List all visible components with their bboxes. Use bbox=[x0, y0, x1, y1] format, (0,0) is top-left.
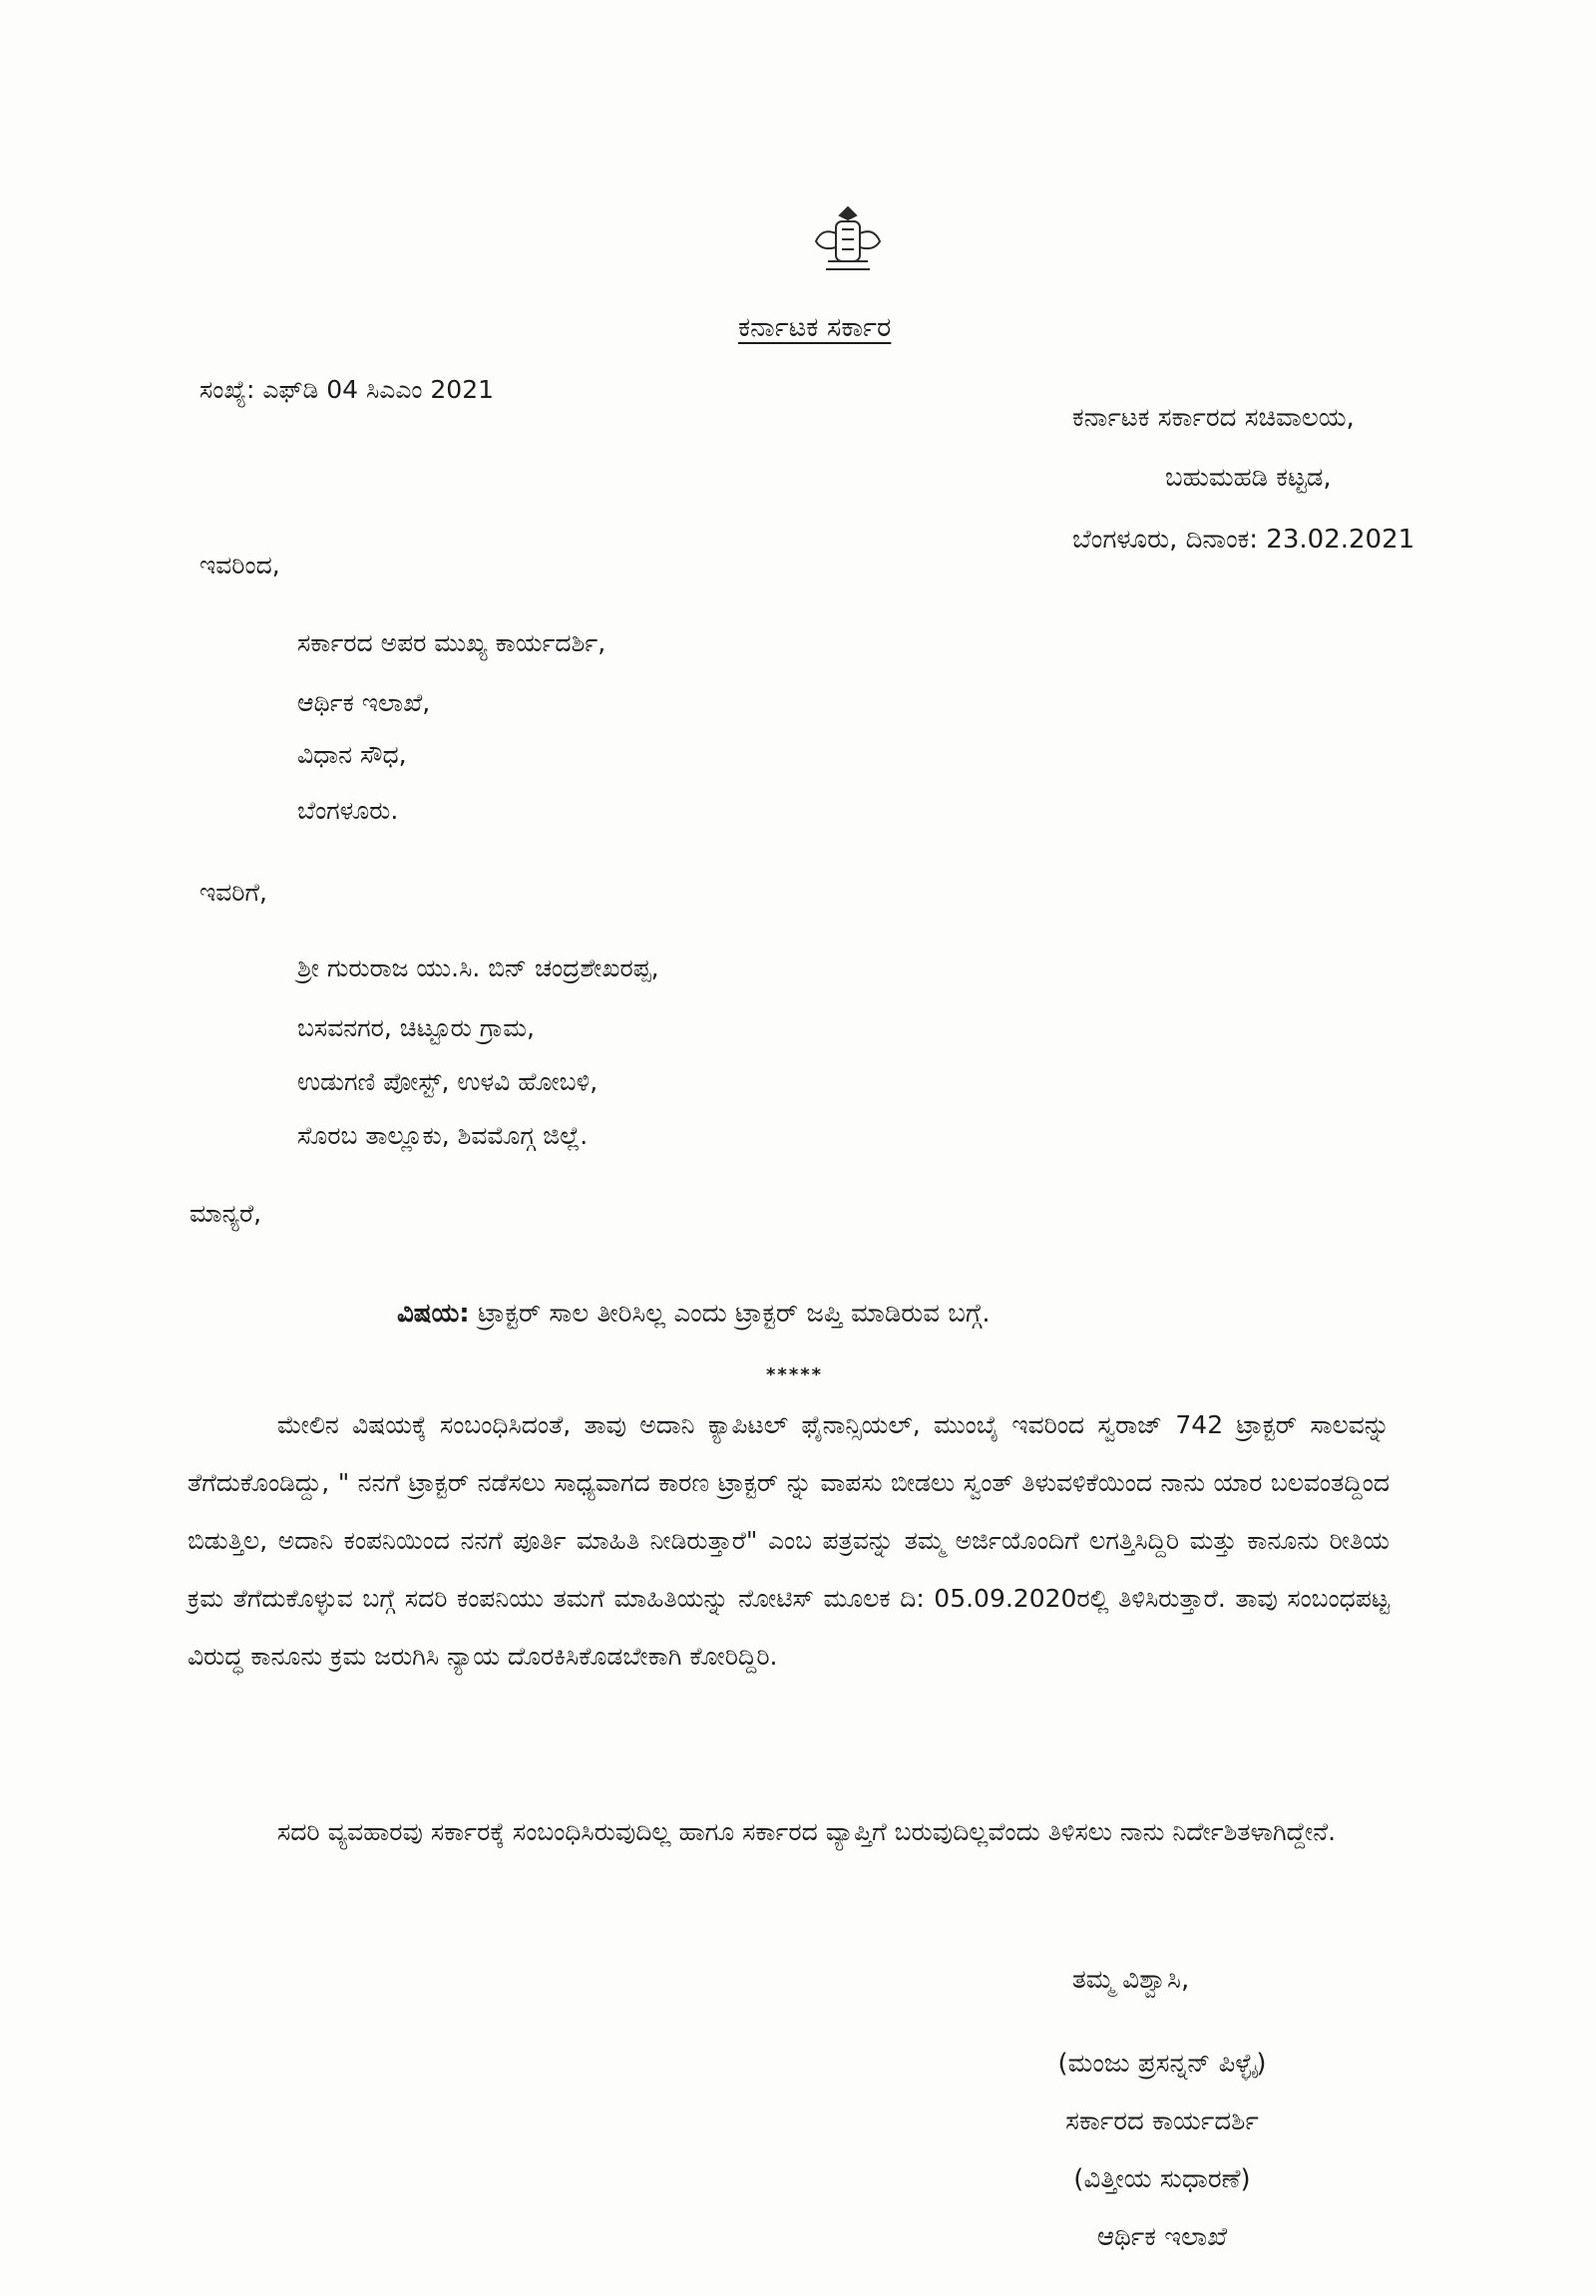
salutation: ಮಾನ್ಯರೆ, bbox=[190, 1199, 262, 1228]
body-paragraph-2: ಸದರಿ ವ್ಯವಹಾರವು ಸರ್ಕಾರಕ್ಕೆ ಸಂಬಂಧಿಸಿರುವುದಿಲ್ಲ ಹಾಗೂ ಸರ್ಕಾರದ ವ್ಯಾಪ್ತಿಗೆ ಬರುವುದಿಲ್ಲವೆಂದು ತಿಳಿಸಲು ನಾನು ನಿರ್ದೇಶಿತಳಾಗಿದ್ದೇನೆ. bbox=[277, 1817, 1337, 1846]
signatory-designation: ಸರ್ಕಾರದ ಕಾರ್ಯದರ್ಶಿ bbox=[1065, 2106, 1259, 2136]
from-line: ಸರ್ಕಾರದ ಅಪರ ಮುಖ್ಯ ಕಾರ್ಯದರ್ಶಿ, bbox=[297, 628, 606, 657]
state-emblem-icon bbox=[798, 203, 898, 283]
from-line: ಆರ್ಥಿಕ ಇಲಾಖೆ, bbox=[297, 688, 431, 717]
subject-label: ವಿಷಯ: bbox=[397, 1299, 470, 1329]
to-line: ಬಸವನಗರ, ಚಿಟ್ಟೂರು ಗ್ರಾಮ, bbox=[297, 1013, 535, 1042]
office-address-date: ಬೆಂಗಳೂರು, ದಿನಾಂಕ: 23.02.2021 bbox=[1072, 525, 1415, 555]
office-address-line2: ಬಹುಮಹಡಿ ಕಟ್ಟಡ, bbox=[1165, 463, 1332, 493]
signatory-name: (ಮಂಜು ಪ್ರಸನ್ನನ್ ಪಿಳ್ಳೈ) bbox=[1057, 2049, 1267, 2079]
to-line: ಶ್ರೀ ಗುರುರಾಜ ಯು.ಸಿ. ಬಿನ್ ಚಂದ್ರಶೇಖರಪ್ಪ, bbox=[297, 954, 659, 982]
signatory-department: ಆರ್ಥಿಕ ಇಲಾಖೆ bbox=[1096, 2222, 1228, 2252]
closing: ತಮ್ಮ ವಿಶ್ವಾಸಿ, bbox=[1072, 1965, 1190, 1995]
from-label: ಇವರಿಂದ, bbox=[200, 551, 280, 579]
to-label: ಇವರಿಗೆ, bbox=[200, 878, 267, 907]
to-line: ಸೊರಬ ತಾಲ್ಲೂಕು, ಶಿವಮೊಗ್ಗ ಜಿಲ್ಲೆ. bbox=[297, 1121, 589, 1150]
reference-number: ಸಂಖ್ಯೆ: ಎಫ್‌ಡಿ 04 ಸಿಎಎಂ 2021 bbox=[200, 375, 495, 404]
office-address-line1: ಕರ್ನಾಟಕ ಸರ್ಕಾರದ ಸಚಿವಾಲಯ, bbox=[1072, 403, 1355, 433]
subject-text: ಟ್ರಾಕ್ಟರ್ ಸಾಲ ತೀರಿಸಿಲ್ಲ ಎಂದು ಟ್ರಾಕ್ಟರ್ ಜಪ್ತಿ ಮಾಡಿರುವ ಬಗ್ಗೆ. bbox=[477, 1299, 991, 1329]
from-line: ವಿಧಾನ ಸೌಧ, bbox=[297, 740, 407, 769]
from-line: ಬೆಂಗಳೂರು. bbox=[297, 796, 399, 825]
signatory-division: (ವಿತ್ತೀಯ ಸುಧಾರಣೆ) bbox=[1073, 2164, 1251, 2194]
subject-line bbox=[397, 1297, 991, 1331]
separator: ***** bbox=[766, 1364, 824, 1385]
government-title: ಕರ್ನಾಟಕ ಸರ್ಕಾರ bbox=[738, 312, 892, 343]
body-paragraph-1: ಮೇಲಿನ ವಿಷಯಕ್ಕೆ ಸಂಬಂಧಿಸಿದಂತೆ, ತಾವು ಅದಾನಿ ಕ್ಯಾಪಿಟಲ್ ಫೈನಾನ್ಸಿಯಲ್, ಮುಂಬೈ ಇವರಿಂದ ಸ್ವರಾಜ್ 742 ಟ್ರಾಕ್ಟರ್ ಸಾಲವನ್ನು ತೆಗೆದುಕೊಂಡಿದ್ದು, " ನನಗೆ ಟ್ರಾಕ್ಟರ್ ನಡೆಸಲು ಸಾಧ್ಯವಾಗದ ಕಾರಣ ಟ್ರಾಕ್ಟರ್ ನ್ನು ವಾಪಸು ಬೀಡಲು ಸ್ವಂತ್ ತಿಳುವಳಿಕೆಯಿಂದ ನಾನು ಯಾರ ಬಲವಂತದ್ದಿಂದ ಬಿಡುತ್ತಿಲ, ಅದಾನಿ ಕಂಪನಿಯಿಂದ ನನಗೆ ಪೂರ್ತಿ ಮಾಹಿತಿ ನೀಡಿರುತ್ತಾರೆ" ಎಂಬ ಪತ್ರವನ್ನು ತಮ್ಮ ಅರ್ಜಿಯೊಂದಿಗೆ ಲಗತ್ತಿಸಿದ್ದಿರಿ ಮತ್ತು ಕಾನೂನು ರೀತಿಯ ಕ್ರಮ ತೆಗೆದುಕೊಳ್ಳುವ ಬಗ್ಗೆ ಸದರಿ ಕಂಪನಿಯು ತಮಗೆ ಮಾಹಿತಿಯನ್ನು ನೋಟಿಸ್ ಮೂಲಕ ದಿ: 05.09.2020ರಲ್ಲಿ ತಿಳಿಸಿರುತ್ತಾರೆ. ತಾವು ಸಂಬಂಧಪಟ್ಟ ವಿರುದ್ಧ ಕಾನೂನು ಕ್ರಮ ಜರುಗಿಸಿ ನ್ಯಾಯ ದೊರಕಿಸಿಕೊಡಬೇಕಾಗಿ ಕೋರಿದ್ದಿರಿ. bbox=[188, 1410, 1390, 1671]
to-line: ಉಡುಗಣಿ ಪೋಸ್ಟ್, ಉಳವಿ ಹೋಬಳಿ, bbox=[297, 1067, 598, 1096]
